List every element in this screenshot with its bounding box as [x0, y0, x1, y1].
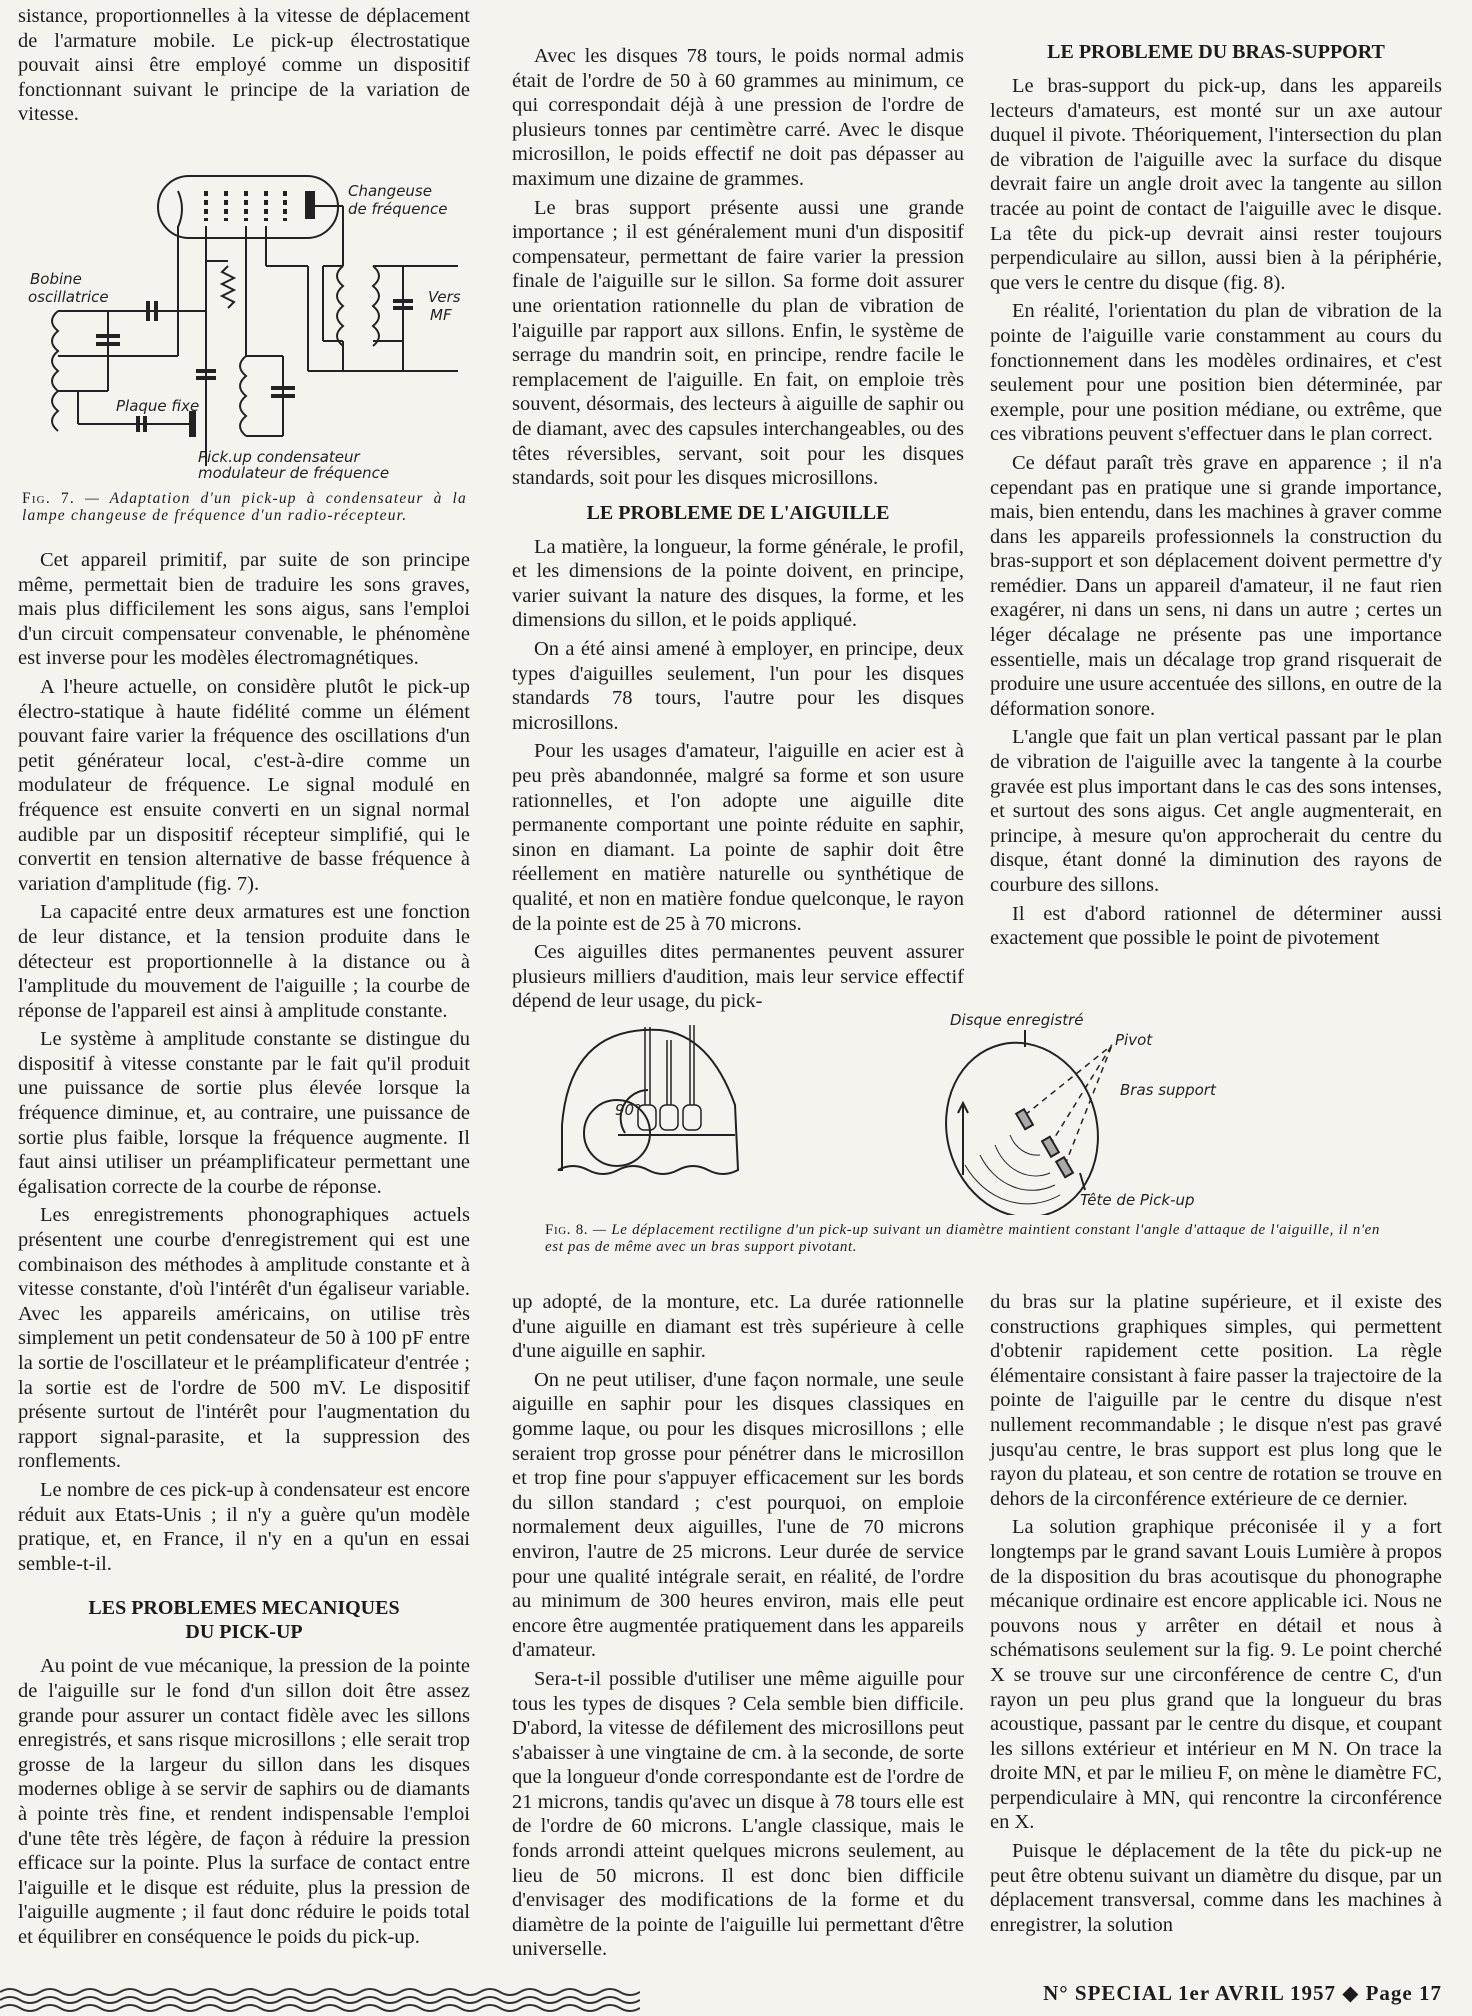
- paragraph: En réalité, l'orientation du plan de vibration de la pointe de l'aiguille varie constamment au cours du fonctionnement dans les modèles ordinaires, et c'est seulement pour une position bien déterminée, par exemple, pour une position médiane, ou extrême, que ces vibrations peuvent s'effectuer dans le plan correct.: [990, 300, 1442, 446]
- page-footer: [0, 1978, 1472, 2012]
- paragraph: sistance, proportionnelles à la vitesse de déplacement de l'armature mobile. Le pick-up électrostatique pouvait ainsi être employé comme un dispositif fonctionnant suivant le principe de la variation de vitesse.: [18, 5, 470, 126]
- paragraph: On a été ainsi amené à employer, en principe, deux types d'aiguilles seulement, l'un pour les disques standards 78 tours, l'autre pour les disques microsillons.: [512, 638, 964, 734]
- paragraph: Le bras support présente aussi une grande importance ; il est généralement muni d'un dispositif compensateur, permettant de faire varier la pression finale de l'aiguille sur le sillon. Sa forme doit assurer une orientation rationnelle du plan de vibration de l'aiguille par rapport aux sillons. Enfin, le système de serrage du mandrin soit, en principe, rendre facile le remplacement de l'aiguille. En fait, on emploie très souvent, désormais, des lecteurs à aiguille de saphir ou de diamant, avec des capsules interchangeables, ou des têtes réversibles, servant, soit pour les disques standards, soit pour les disques microsillons.: [512, 196, 964, 490]
- paragraph: A l'heure actuelle, on considère plutôt le pick-up électro-statique à haute fidélité comme un élément pouvant faire varier la fréquence des oscillations d'un petit générateur local, c'est-à-dire comme un modulateur de fréquence. Le signal modulé en fréquence est ensuite converti en un signal normal audible par un dispositif récepteur simplifié, qui le convertit en tension alternative de basse fréquence à variation d'amplitude (fig. 7).: [18, 675, 470, 895]
- paragraph: On ne peut utiliser, d'une façon normale, une seule aiguille en saphir pour les disques classiques en gomme laque, ou pour les disques microsillons ; elle seraient trop grosse pour pénétrer dans le microsillon et trop fine pour s'appuyer efficacement sur les bords du sillon standard ; c'est pourquoi, on emploie normalement deux aiguilles, l'une de 70 microns environ, l'autre de 25 microns. Leur durée de service pour une qualité intégrale serait, en réalité, de l'ordre au minimum de 300 heures environ, mais elle peut encore être augmentée pratiquement dans les appareils d'amateur.: [512, 1368, 964, 1662]
- label-vers-1: Vers: [428, 288, 461, 306]
- paragraph: La capacité entre deux armatures est une fonction de leur distance, et la tension produite dans le détecteur est proportionnelle à la distance ou à l'amplitude du mouvement de l'aiguille ; la courbe de réponse de l'appareil est ainsi à amplitude constante.: [18, 901, 470, 1022]
- label-bobine-1: Bobine: [30, 270, 82, 288]
- label-90-degrees: 90°: [615, 1101, 642, 1119]
- paragraph: Il est d'abord rationnel de déterminer aussi exactement que possible le point de pivotement: [990, 902, 1442, 950]
- col1-top: [18, 4, 470, 131]
- paragraph: Puisque le déplacement de la tête du pick-up ne peut être obtenu suivant un diamètre du disque, par un déplacement transversal, comme dans les machines à enregistrer, la solution: [990, 1840, 1442, 1936]
- paragraph: La matière, la longueur, la forme générale, le profil, et les dimensions de la pointe doivent, en principe, varier suivant la nature des disques, la forme, et les dimensions du sillon, et le poids appliqué.: [512, 535, 964, 632]
- col1-main: [18, 548, 470, 1953]
- figure-8: [540, 1005, 1472, 1215]
- figure-8-caption: [545, 1222, 1380, 1256]
- caption-text: — Adaptation d'un pick-up à condensateur à la lampe changeuse de fréquence d'un radio-récepteur.: [22, 490, 468, 524]
- col3-top: [990, 40, 1442, 955]
- paragraph: Cet appareil primitif, par suite de son principe même, permettait bien de traduire les sons graves, mais plus difficilement les sons aigus, sans l'emploi d'un circuit compensateur convenable, le phénomène est inverse pour les modèles électromagnétiques.: [18, 549, 470, 670]
- figure-7-schematic: [18, 166, 470, 496]
- label-bobine-2: oscillatrice: [28, 288, 109, 306]
- caption-label: Fig. 8.: [545, 1222, 589, 1238]
- wave-ornament: [0, 1984, 640, 2014]
- paragraph: Les enregistrements phonographiques actuels présentent une courbe d'enregistrement qui est une combinaison des méthodes à amplitude constante et à vitesse constante, d'où l'intérêt d'un égaliseur variable. Avec les appareils américains, on utilise très simplement un petit condensateur de 50 à 100 pF entre la sortie de l'oscillateur et le préamplificateur d'entrée ; la sortie est de l'ordre de 500 mV. Le dispositif présente surtout de l'intérêt pour l'augmentation du rapport signal-parasite, et la suppression des ronflements.: [18, 1204, 470, 1473]
- label-pivot: Pivot: [1115, 1031, 1153, 1049]
- paragraph: Le bras-support du pick-up, dans les appareils lecteurs d'amateurs, est monté sur un axe autour duquel il pivote. Théoriquement, l'intersection du plan de vibration de l'aiguille avec la surface du disque devrait faire un angle droit avec la tangente au sillon tracée au point de contact de l'aiguille avec le disque. La tête du pick-up devrait ainsi rester toujours perpendiculaire au sillon, aussi bien à la périphérie, que vers le centre du disque (fig. 8).: [990, 75, 1442, 294]
- section-heading: LE PROBLEME DU BRAS-SUPPORT: [1047, 41, 1385, 63]
- paragraph: Au point de vue mécanique, la pression de la pointe de l'aiguille sur le fond d'un sillon doit être assez grande pour assurer un contact fidèle avec les sillons enregistrés, et sans risque microsillons ; elle serait trop grosse de la largeur du sillon dans les disques modernes oblige à se servir de saphirs ou de diamants à pointe très fine, et rendent indispensable l'emploi d'une tête très légère, de façon à réduire la pression efficace sur la pointe. Plus la surface de contact entre l'aiguille et le disque est réduite, plus la pression de l'aiguille augmente ; il faut donc réduire le poids total et équilibrer en conséquence le poids du pick-up.: [18, 1655, 470, 1948]
- paragraph: La solution graphique préconisée il y a fort longtemps par le grand savant Louis Lumière à propos de la disposition du bras acoutisque du phonographe mécanique ordinaire est encore applicable ici. Nous ne pouvons nous y arrêter en détail et nous à schématisons seulement sur la fig. 9. Le point cherché X se trouve sur une circonférence de centre C, d'un rayon un peu plus grand que la longueur du bras acoustique, passant par le centre du disque, et coupant les sillons extérieur et intérieur en M N. On trace la droite MN, et par le milieu F, on mène le diamètre FC, perpendiculaire à MN, qui rencontre la circonférence en X.: [990, 1516, 1442, 1834]
- label-bras-support: Bras support: [1120, 1081, 1216, 1099]
- paragraph: Ces aiguilles dites permanentes peuvent assurer plusieurs milliers d'audition, mais leur service effectif dépend de leur usage, du pick-: [512, 941, 964, 1013]
- section-heading: LES PROBLEMES MECANIQUES DU PICK-UP: [88, 1597, 400, 1644]
- paragraph: up adopté, de la monture, etc. La durée rationnelle d'une aiguille en diamant est très supérieure à celle d'une aiguille en saphir.: [512, 1291, 964, 1363]
- col3-bottom: [990, 1290, 1442, 1941]
- paragraph: Pour les usages d'amateur, l'aiguille en acier est à peu près abandonnée, malgré sa forme et son usure rationnelles, et l'on adopte une aiguille dite permanente comportant une pointe réduite en saphir, sinon en diamant. La pointe de saphir doit être réellement en matière naturelle ou synthétique de qualité, et non en matière fondue quelconque, le rayon de la pointe est de 25 à 70 microns.: [512, 740, 964, 935]
- paragraph: Avec les disques 78 tours, le poids normal admis était de l'ordre de 50 à 60 grammes au minimum, ce qui correspondait déjà à une pression de l'ordre de plusieurs tonnes par centimètre carré. Avec le disque microsillon, le poids effectif ne doit pas dépasser au maximum une dizaine de grammes.: [512, 45, 964, 190]
- paragraph: Ce défaut paraît très grave en apparence ; il n'a cependant pas en pratique une si grande importance, mais, bien entendu, dans les machines à graver comme dans les appareils professionnels la construction du bras-support et son déplacement doivent permettre d'y remédier. Dans un appareil d'amateur, il ne faut rien exagérer, ni dans un sens, ni dans un autre ; certes un léger décalage ne présente pas une importance essentielle, mais un décalage trop grand risquerait de produire une usure accentuée des sillons, en outre de la déformation sonore.: [990, 451, 1442, 720]
- caption-label: Fig. 7.: [22, 490, 75, 507]
- label-changeuse-2: de fréquence: [348, 200, 448, 218]
- figure-7-caption: [22, 490, 467, 524]
- label-vers-2: MF: [430, 306, 452, 324]
- label-plaque: Plaque fixe: [116, 397, 200, 415]
- label-changeuse-1: Changeuse: [348, 182, 432, 200]
- paragraph: du bras sur la platine supérieure, et il existe des constructions graphiques simples, qui permettent d'obtenir rapidement cette position. La règle élémentaire consistant à faire passer la trajectoire de la pointe de l'aiguille par le centre du disque n'est nullement recommandable ; le disque n'est pas gravé jusqu'au centre, le bras support est plus long que le rayon du plateau, et son centre de rotation se trouve en dehors de la circonférence extérieure de ce dernier.: [990, 1291, 1442, 1510]
- label-tete-pickup: Tête de Pick-up: [1080, 1191, 1195, 1209]
- paragraph: L'angle que fait un plan vertical passant par le plan de vibration de l'aiguille avec la tangente à la courbe gravée est plus important dans le cas des sons intenses, et surtout des sons aigus. Cet angle augmenterait, en principe, à mesure qu'on approcherait du centre du disque, étant donné la diminution des rayons de courbure des sillons.: [990, 726, 1442, 896]
- label-pickup-2: modulateur de fréquence: [198, 464, 390, 482]
- paragraph: Le système à amplitude constante se distingue du dispositif à vitesse constante par le fait qu'il produit une puissance de sortie plus élevée lorsque la fréquence diminue, et, au contraire, une puissance de sortie plus faible, lorsque la fréquence augmente. Il faut ainsi utiliser un préamplificateur permettant une égalisation correcte de la courbe de réponse.: [18, 1028, 470, 1198]
- section-heading: LE PROBLEME DE L'AIGUILLE: [586, 501, 890, 524]
- issue-and-page-number: N° SPECIAL 1er AVRIL 1957 ◆ Page 17: [1043, 1981, 1442, 2005]
- paragraph: Sera-t-il possible d'utiliser une même aiguille pour tous les types de disques ? Cela semble bien difficile. D'abord, la vitesse de défilement des microsillons peut s'abaisser à une vingtaine de cm. à la seconde, de sorte que la longueur d'onde correspondante est de l'ordre de 21 microns, tandis qu'avec un disque à 78 tours elle est de l'ordre de 60 microns. L'angle classique, mais le fonds arrondi atteint quelques microns seulement, au lieu de 50 microns. Il est donc bien difficile d'envisager des modifications de la forme et du diamètre de la pointe de l'aiguille lui permettant d'être universelle.: [512, 1667, 964, 1961]
- caption-text: — Le déplacement rectiligne d'un pick-up suivant un diamètre maintient constant l'angle d'attaque de l'aiguille, il n'en est pas de même avec un bras support pivotant.: [545, 1222, 1381, 1255]
- paragraph: Le nombre de ces pick-up à condensateur est encore réduit aux Etats-Unis ; il n'y a guère qu'un modèle pratique, et, en France, il n'y en a qu'un en essai semble-t-il.: [18, 1478, 470, 1575]
- col2-top: [512, 44, 964, 1018]
- label-pickup-1: Pick.up condensateur: [198, 448, 360, 466]
- col2-bottom: [512, 1290, 964, 1966]
- label-disque-enregistre: Disque enregistré: [950, 1011, 1084, 1029]
